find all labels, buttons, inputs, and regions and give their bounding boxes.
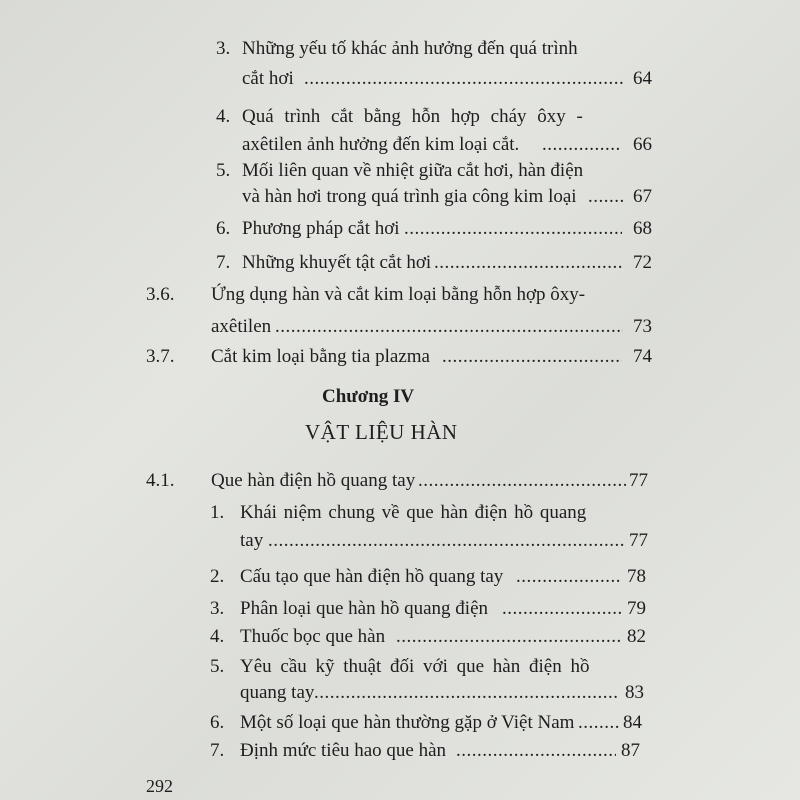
- page-ref: 64: [633, 68, 652, 89]
- leader-dots: [418, 470, 626, 492]
- page-ref: 74: [633, 346, 652, 367]
- page-number: 292: [146, 776, 173, 796]
- section-number: 4.1.: [146, 470, 175, 491]
- item-title: Phương pháp cắt hơi: [242, 218, 400, 239]
- item-title-cont: tay: [240, 530, 264, 551]
- leader-dots: [456, 740, 616, 762]
- leader-dots: [396, 626, 622, 648]
- item-title: Yêu cầu kỹ thuật đối với que hàn điện hồ: [240, 656, 590, 677]
- chapter-title: VẬT LIỆU HÀN: [305, 420, 458, 444]
- item-number: 6.: [210, 712, 225, 733]
- item-title: Những yếu tố khác ảnh hưởng đến quá trình: [242, 38, 578, 59]
- leader-dots: [268, 530, 624, 552]
- item-number: 3.: [216, 38, 231, 59]
- leader-dots: [516, 566, 622, 588]
- section-number: 3.6.: [146, 284, 175, 305]
- page-ref: 87: [621, 740, 640, 761]
- leader-dots: [275, 316, 623, 338]
- item-number: 4.: [216, 106, 231, 127]
- leader-dots: [304, 68, 624, 90]
- item-number: 1.: [210, 502, 225, 523]
- item-number: 7.: [210, 740, 225, 761]
- item-number: 6.: [216, 218, 231, 239]
- page-ref: 77: [629, 470, 648, 491]
- page-ref: 78: [627, 566, 646, 587]
- item-number: 4.: [210, 626, 225, 647]
- item-title-cont: quang tay: [240, 682, 315, 703]
- item-number: 5.: [216, 160, 231, 181]
- section-number: 3.7.: [146, 346, 175, 367]
- item-title-cont: và hàn hơi trong quá trình gia công kim loại: [242, 186, 577, 207]
- item-title: Một số loại que hàn thường gặp ở Việt Nam: [240, 712, 575, 733]
- page-ref: 84: [623, 712, 642, 733]
- page-ref: 72: [633, 252, 652, 273]
- leader-dots: [502, 598, 622, 620]
- leader-dots: [434, 252, 624, 274]
- page-ref: 79: [627, 598, 646, 619]
- item-title: Mối liên quan về nhiệt giữa cắt hơi, hàn điện: [242, 160, 584, 181]
- page-ref: 77: [629, 530, 648, 551]
- item-number: 7.: [216, 252, 231, 273]
- leader-dots: [442, 346, 622, 368]
- item-title-cont: axêtilen ảnh hưởng đến kim loại cắt.: [242, 134, 520, 155]
- item-title: Phân loại que hàn hồ quang điện: [240, 598, 489, 619]
- item-title: Cấu tạo que hàn điện hồ quang tay: [240, 566, 504, 587]
- chapter-label: Chương IV: [322, 386, 415, 407]
- page-ref: 67: [633, 186, 652, 207]
- page-ref: 66: [633, 134, 652, 155]
- leader-dots: [404, 218, 622, 240]
- section-title: Que hàn điện hồ quang tay: [211, 470, 416, 491]
- page-ref: 68: [633, 218, 652, 239]
- leader-dots: [314, 682, 618, 704]
- item-title: Thuốc bọc que hàn: [240, 626, 386, 647]
- item-title-cont: cắt hơi: [242, 68, 294, 89]
- page-ref: 83: [625, 682, 644, 703]
- page-ref: 73: [633, 316, 652, 337]
- item-title: Định mức tiêu hao que hàn: [240, 740, 447, 761]
- page-ref: 82: [627, 626, 646, 647]
- item-number: 3.: [210, 598, 225, 619]
- section-title-cont: axêtilen: [211, 316, 272, 337]
- section-title: Cắt kim loại bằng tia plazma: [211, 346, 430, 367]
- leader-dots: [542, 134, 622, 156]
- item-number: 5.: [210, 656, 225, 677]
- item-title: Quá trình cắt bằng hỗn hợp cháy ôxy -: [242, 106, 583, 127]
- section-title: Ứng dụng hàn và cắt kim loại bằng hỗn hợp ôxy-: [211, 284, 586, 305]
- item-title: Khái niệm chung về que hàn điện hồ quang: [240, 502, 587, 523]
- item-number: 2.: [210, 566, 225, 587]
- leader-dots: [588, 186, 624, 208]
- item-title: Những khuyết tật cắt hơi: [242, 252, 432, 273]
- leader-dots: [578, 712, 620, 734]
